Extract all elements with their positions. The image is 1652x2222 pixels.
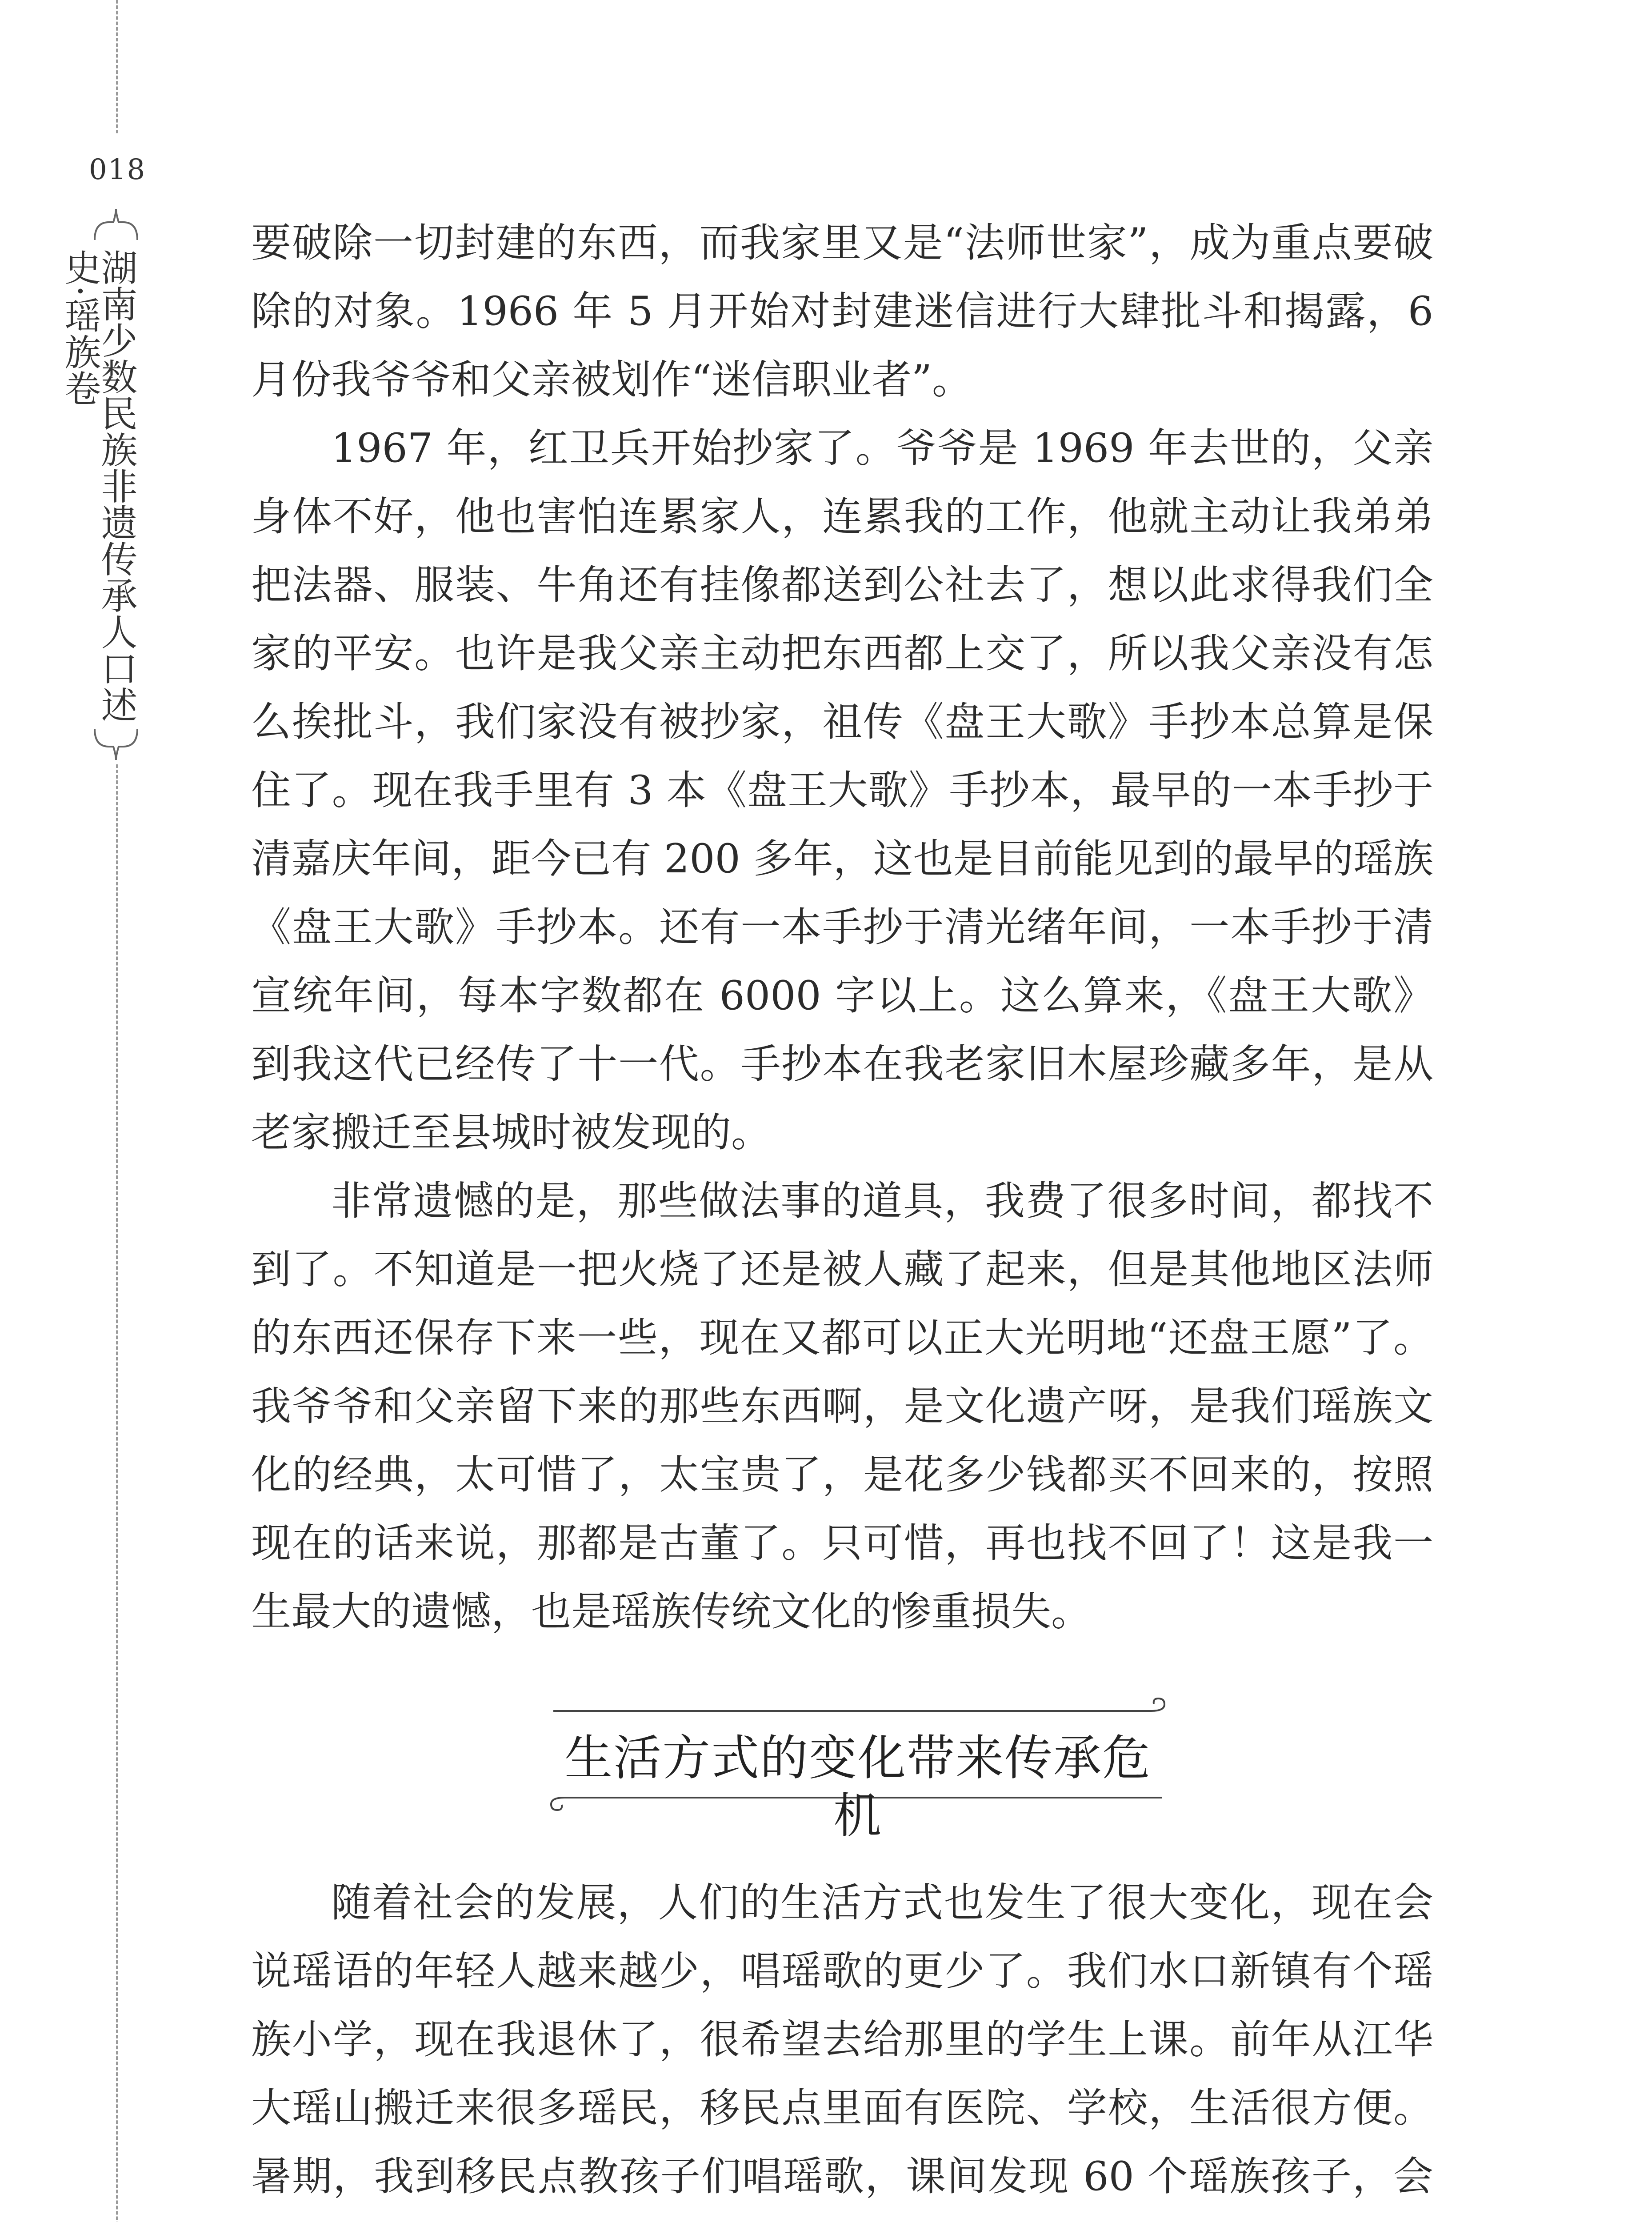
body-text	[251, 209, 1433, 1646]
paragraph-3: 非常遗憾的是，那些做法事的道具，我费了很多时间，都找不到了。不知道是一把火烧了还是被人藏了起来，但是其他地区法师的东西还保存下来一些，现在又都可以正大光明地“还盘王愿”了。我爷爷和父亲留下来的那些东西啊，是文化遗产呀，是我们瑶族文化的经典，太可惜了，太宝贵了，是花多少钱都买不回来的，按照现在的话来说，那都是古董了。只可惜，再也找不回了！这是我一生最大的遗憾，也是瑶族传统文化的惨重损失。	[251, 1178, 1433, 1635]
series-title: 湖南少数民族非遗传承人口述史·瑶族卷	[59, 249, 137, 723]
paragraph-2: 1967 年，红卫兵开始抄家了。爷爷是 1969 年去世的，父亲身体不好，他也害怕连累家人，连累我的工作，他就主动让我弟弟把法器、服装、牛角还有挂像都送到公社去了，想以此求得我们全家的平安。也许是我父亲主动把东西都上交了，所以我父亲没有怎么挨批斗，我们家没有被抄家，祖传《盘王大歌》手抄本总算是保住了。现在我手里有 3 本《盘王大歌》手抄本，最早的一本手抄于清嘉庆年间，距今已有 200 多年，这也是目前能见到的最早的瑶族《盘王大歌》手抄本。还有一本手抄于清光绪年间，一本手抄于清宣统年间，每本字数都在 6000 字以上。这么算来，《盘王大歌》到我这代已经传了十一代。手抄本在我老家旧木屋珍藏多年，是从老家搬迁至县城时被发现的。	[251, 425, 1433, 1156]
margin-dashed-rule-top	[116, 0, 118, 133]
page-number: 018	[89, 153, 146, 186]
section-body-text	[251, 1869, 1433, 2222]
paragraph-1: 要破除一切封建的东西，而我家里又是“法师世家”，成为重点要破除的对象。1966 年 5 月开始对封建迷信进行大肆批斗和揭露，6 月份我爷爷和父亲被划作“迷信职业者”。	[251, 220, 1433, 403]
margin-dashed-rule-bottom	[116, 764, 118, 2222]
section-paragraph-1: 随着社会的发展，人们的生活方式也发生了很大变化，现在会说瑶语的年轻人越来越少，唱瑶歌的更少了。我们水口新镇有个瑶族小学，现在我退休了，很希望去给那里的学生上课。前年从江华大瑶山搬迁来很多瑶民，移民点里面有医院、学校，生活很方便。暑期，我到移民点教孩子们唱瑶歌，课间发现 60 个瑶族孩子，会	[251, 1879, 1433, 2200]
section-heading-block	[547, 1689, 1169, 1844]
section-heading: 生活方式的变化带来传承危机	[564, 1730, 1151, 1844]
